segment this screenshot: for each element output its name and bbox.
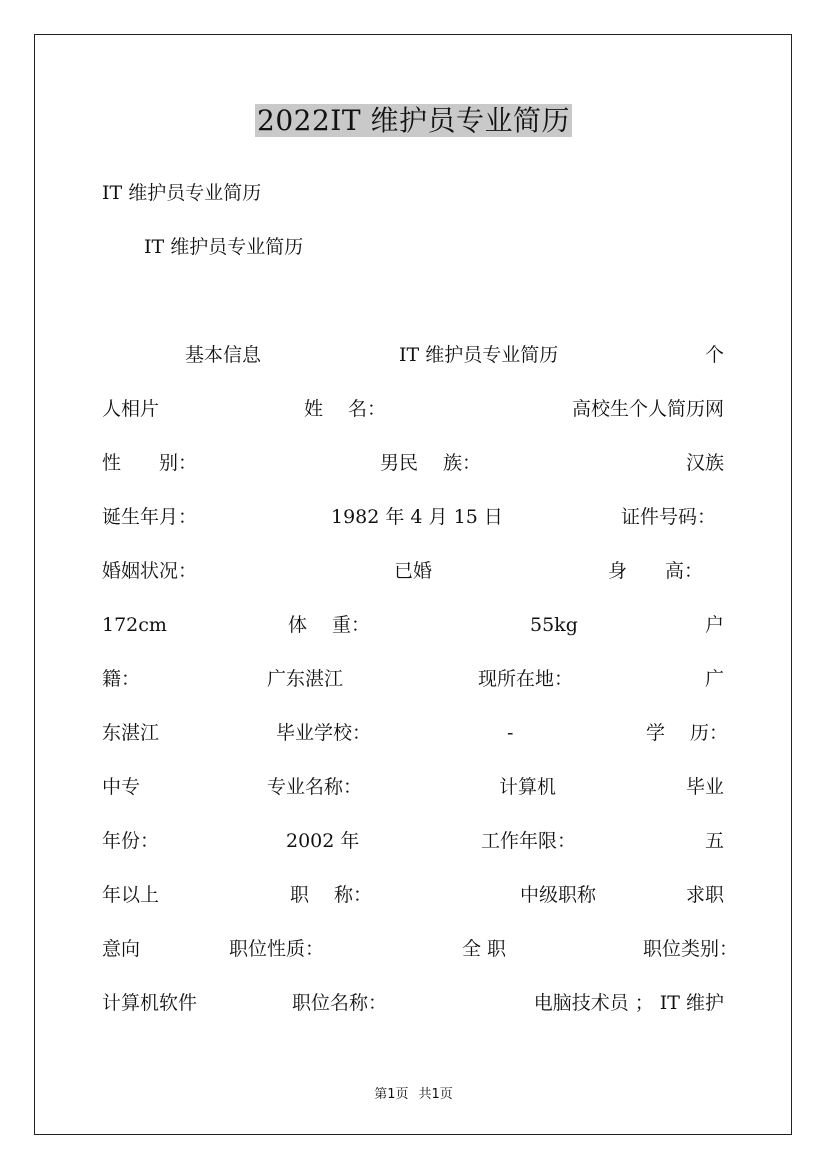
row-cell: 身 高： <box>608 560 704 582</box>
resume-row <box>102 394 724 424</box>
row-cell: 计算机 <box>499 776 557 798</box>
row-cell: 1982 年 4 月 15 日 <box>331 506 503 528</box>
row-cell: 电脑技术员 ； IT 维护 <box>533 992 724 1014</box>
row-cell: 专业名称： <box>267 776 363 798</box>
resume-row <box>102 610 724 640</box>
row-cell: 个 <box>704 344 724 366</box>
row-cell: 证件号码： <box>621 506 717 528</box>
row-cell: 体 重： <box>288 614 371 636</box>
row-cell: 中级职称 <box>520 884 597 906</box>
row-cell: 五 <box>704 830 724 852</box>
resume-row <box>102 664 724 694</box>
row-cell: IT 维护员专业简历 <box>399 344 559 366</box>
row-cell: 工作年限： <box>481 830 577 852</box>
row-cell: 职 称： <box>290 884 373 906</box>
row-cell: 东湛江 <box>102 722 160 744</box>
row-cell: 年以上 <box>102 884 160 906</box>
row-cell: 性 别： <box>102 452 198 474</box>
resume-row <box>102 448 724 478</box>
row-cell: 职位名称： <box>292 992 388 1014</box>
subtitle: IT 维护员专业简历 <box>102 182 262 204</box>
resume-row <box>102 772 724 802</box>
row-cell: 诞生年月： <box>102 506 198 528</box>
row-cell: - <box>507 722 514 744</box>
resume-row <box>102 718 729 748</box>
row-cell: 毕业学校： <box>276 722 372 744</box>
resume-row <box>102 340 724 370</box>
row-cell: 户 <box>704 614 724 636</box>
row-cell: 现所在地： <box>478 668 574 690</box>
row-cell: 职位类别： <box>643 938 739 960</box>
subtitle-indented: IT 维护员专业简历 <box>144 236 304 258</box>
row-cell: 已婚 <box>394 560 433 582</box>
row-cell: 姓 名： <box>304 398 387 420</box>
row-cell: 男民 族： <box>380 452 482 474</box>
resume-row <box>102 556 724 586</box>
resume-row <box>102 934 739 964</box>
row-cell: 中专 <box>102 776 141 798</box>
resume-row <box>102 502 724 532</box>
row-cell: 婚姻状况： <box>102 560 198 582</box>
row-cell: 意向 <box>102 938 141 960</box>
row-cell: 职位性质： <box>229 938 325 960</box>
row-cell: 广东湛江 <box>267 668 344 690</box>
row-cell: 汉族 <box>685 452 724 474</box>
page-footer <box>0 1083 827 1102</box>
resume-row <box>102 826 724 856</box>
page-total: 共1页 <box>418 1087 453 1102</box>
row-cell: 172cm <box>102 614 167 636</box>
row-cell: 2002 年 <box>286 830 360 852</box>
page-number: 第1页 <box>374 1087 409 1102</box>
document-title <box>0 100 827 142</box>
row-cell: 人相片 <box>102 398 160 420</box>
resume-row <box>102 988 724 1018</box>
row-cell: 高校生个人简历网 <box>571 398 724 420</box>
row-cell: 全 职 <box>462 938 507 960</box>
row-cell: 年份： <box>102 830 160 852</box>
resume-row <box>102 880 724 910</box>
row-cell: 求职 <box>685 884 724 906</box>
row-cell: 计算机软件 <box>102 992 198 1014</box>
row-cell: 广 <box>704 668 724 690</box>
title-text: 2022IT 维护员专业简历 <box>257 104 570 137</box>
row-cell: 毕业 <box>685 776 724 798</box>
row-cell: 籍： <box>102 668 141 690</box>
row-cell: 学 历： <box>646 722 729 744</box>
row-cell: 55kg <box>530 614 578 636</box>
row-cell: 基本信息 <box>185 344 262 366</box>
